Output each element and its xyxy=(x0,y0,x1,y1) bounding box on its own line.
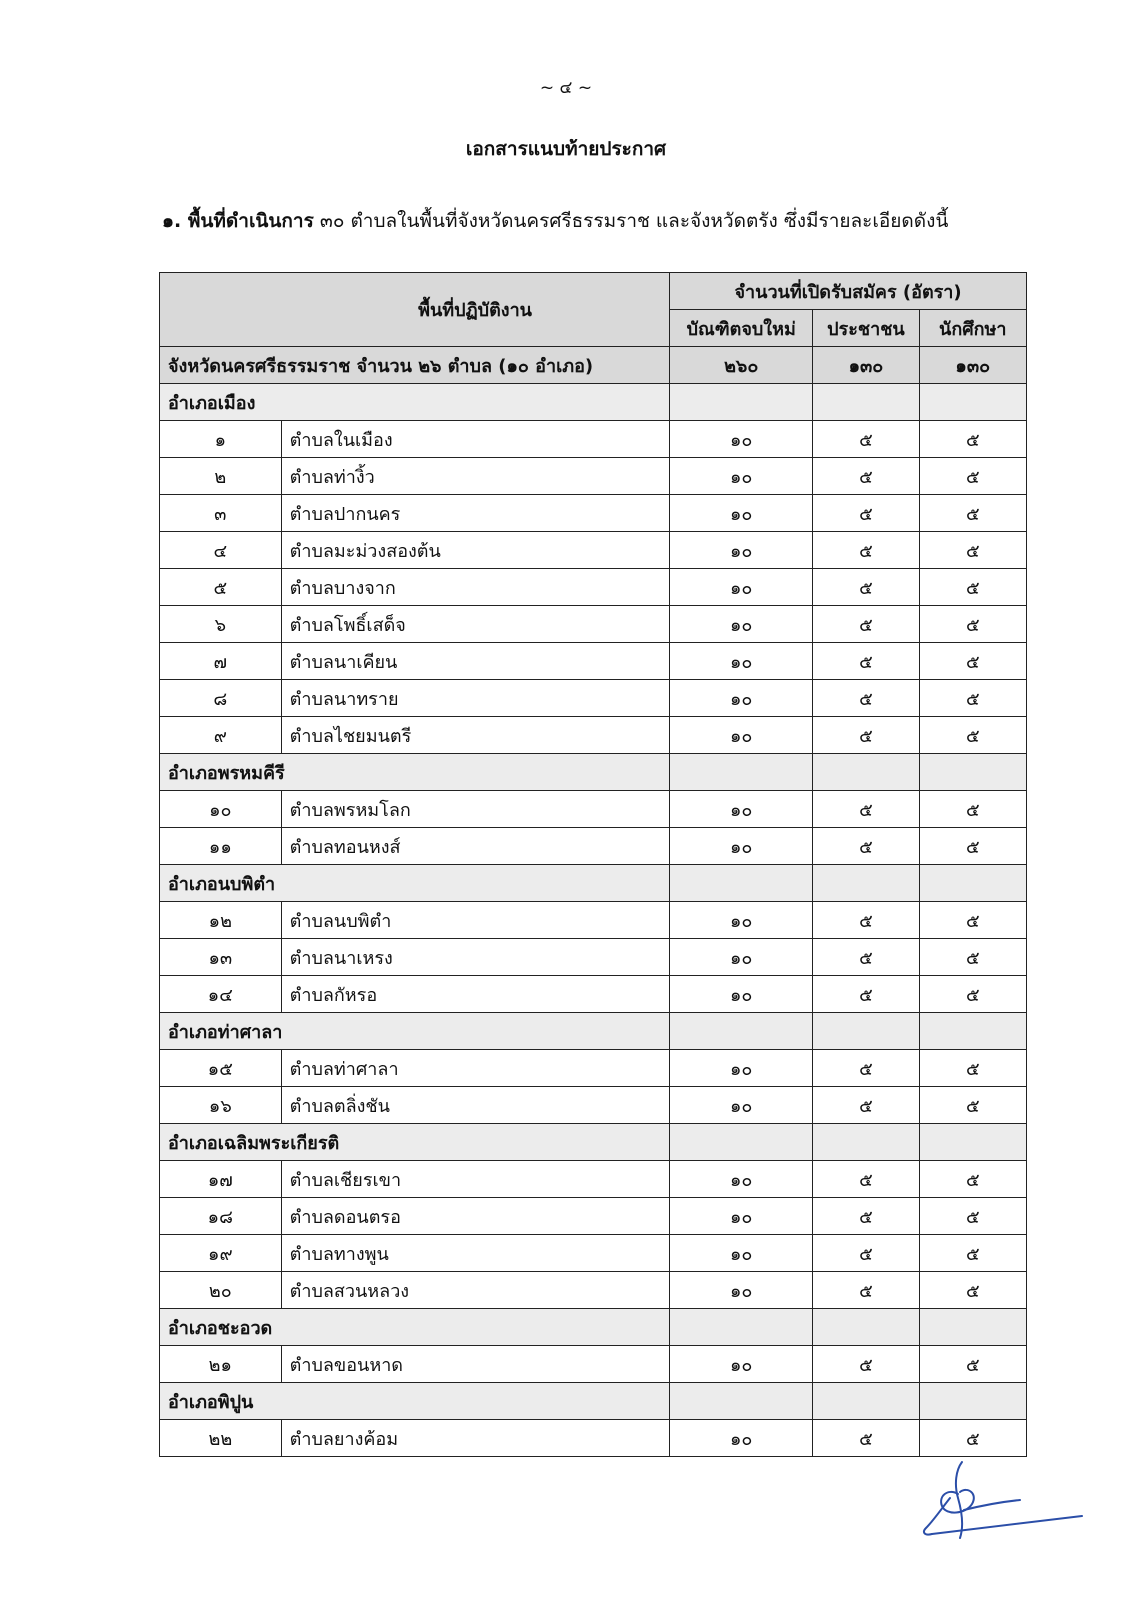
public-count: ๕ xyxy=(813,1346,919,1383)
area-table xyxy=(159,272,1027,1457)
graduates-count: ๑๐ xyxy=(670,1198,813,1235)
district-empty-cell xyxy=(813,384,919,421)
province-label: จังหวัดนครศรีธรรมราช จำนวน ๒๖ ตำบล (๑๐ อำเภอ) xyxy=(160,347,670,384)
public-count: ๕ xyxy=(813,1198,919,1235)
table-row xyxy=(160,569,1027,606)
students-count: ๕ xyxy=(919,606,1026,643)
district-name: อำเภอพรหมคีรี xyxy=(160,754,670,791)
graduates-count: ๑๐ xyxy=(670,791,813,828)
district-name: อำเภอพิปูน xyxy=(160,1383,670,1420)
row-number: ๖ xyxy=(160,606,282,643)
public-count: ๕ xyxy=(813,1050,919,1087)
table-row xyxy=(160,717,1027,754)
intro-paragraph xyxy=(162,206,1062,236)
table-row xyxy=(160,458,1027,495)
row-number: ๒๑ xyxy=(160,1346,282,1383)
students-count: ๕ xyxy=(919,458,1026,495)
district-empty-cell xyxy=(813,754,919,791)
table-row xyxy=(160,791,1027,828)
row-number: ๔ xyxy=(160,532,282,569)
province-row xyxy=(160,347,1027,384)
table-row xyxy=(160,828,1027,865)
graduates-count: ๑๐ xyxy=(670,458,813,495)
district-empty-cell xyxy=(919,1383,1026,1420)
graduates-count: ๑๐ xyxy=(670,902,813,939)
students-count: ๕ xyxy=(919,976,1026,1013)
subdistrict-name: ตำบลบางจาก xyxy=(281,569,669,606)
header-area-label: พื้นที่ปฏิบัติงาน xyxy=(418,300,532,321)
subdistrict-name: ตำบลสวนหลวง xyxy=(281,1272,669,1309)
subdistrict-name: ตำบลทอนหงส์ xyxy=(281,828,669,865)
row-number: ๕ xyxy=(160,569,282,606)
subdistrict-name: ตำบลมะม่วงสองต้น xyxy=(281,532,669,569)
subdistrict-name: ตำบลตลิ่งชัน xyxy=(281,1087,669,1124)
students-count: ๕ xyxy=(919,680,1026,717)
district-name: อำเภอชะอวด xyxy=(160,1309,670,1346)
district-empty-cell xyxy=(919,1124,1026,1161)
district-empty-cell xyxy=(813,1383,919,1420)
district-empty-cell xyxy=(919,865,1026,902)
district-row xyxy=(160,1309,1027,1346)
public-count: ๕ xyxy=(813,1420,919,1457)
table-row xyxy=(160,643,1027,680)
row-number: ๒๒ xyxy=(160,1420,282,1457)
graduates-count: ๑๐ xyxy=(670,1272,813,1309)
row-number: ๑๕ xyxy=(160,1050,282,1087)
subdistrict-name: ตำบลพรหมโลก xyxy=(281,791,669,828)
students-count: ๕ xyxy=(919,1198,1026,1235)
district-name: อำเภอท่าศาลา xyxy=(160,1013,670,1050)
students-count: ๕ xyxy=(919,1272,1026,1309)
row-number: ๑๑ xyxy=(160,828,282,865)
public-count: ๕ xyxy=(813,495,919,532)
subdistrict-name: ตำบลในเมือง xyxy=(281,421,669,458)
public-count: ๕ xyxy=(813,1272,919,1309)
subdistrict-name: ตำบลกัหรอ xyxy=(281,976,669,1013)
district-name: อำเภอเมือง xyxy=(160,384,670,421)
table-row xyxy=(160,1050,1027,1087)
row-number: ๑๓ xyxy=(160,939,282,976)
graduates-count: ๑๐ xyxy=(670,680,813,717)
district-row xyxy=(160,754,1027,791)
graduates-count: ๑๐ xyxy=(670,643,813,680)
students-count: ๕ xyxy=(919,569,1026,606)
intro-text: ๓๐ ตำบลในพื้นที่จังหวัดนครศรีธรรมราช และจังหวัดตรัง ซึ่งมีรายละเอียดดังนี้ xyxy=(313,210,949,232)
public-count: ๕ xyxy=(813,717,919,754)
header-area-cell xyxy=(160,273,670,347)
graduates-count: ๑๐ xyxy=(670,532,813,569)
public-count: ๕ xyxy=(813,902,919,939)
graduates-count: ๑๐ xyxy=(670,569,813,606)
district-empty-cell xyxy=(813,1013,919,1050)
graduates-count: ๑๐ xyxy=(670,1087,813,1124)
public-count: ๕ xyxy=(813,1161,919,1198)
district-empty-cell xyxy=(919,384,1026,421)
graduates-count: ๑๐ xyxy=(670,421,813,458)
subdistrict-name: ตำบลนาเคียน xyxy=(281,643,669,680)
graduates-count: ๑๐ xyxy=(670,939,813,976)
table-body xyxy=(160,347,1027,1457)
public-count: ๕ xyxy=(813,828,919,865)
public-count: ๕ xyxy=(813,976,919,1013)
graduates-count: ๑๐ xyxy=(670,1235,813,1272)
table-row xyxy=(160,1272,1027,1309)
students-count: ๕ xyxy=(919,1346,1026,1383)
district-row xyxy=(160,1124,1027,1161)
row-number: ๑ xyxy=(160,421,282,458)
public-count: ๕ xyxy=(813,1235,919,1272)
district-empty-cell xyxy=(919,1013,1026,1050)
subdistrict-name: ตำบลท่าศาลา xyxy=(281,1050,669,1087)
subdistrict-name: ตำบลนาทราย xyxy=(281,680,669,717)
row-number: ๒ xyxy=(160,458,282,495)
table-row xyxy=(160,606,1027,643)
table-row xyxy=(160,976,1027,1013)
table-row xyxy=(160,902,1027,939)
signature-mark xyxy=(920,1458,1110,1548)
header-students: นักศึกษา xyxy=(919,310,1026,347)
students-count: ๕ xyxy=(919,1420,1026,1457)
table-row xyxy=(160,1087,1027,1124)
table-row xyxy=(160,1235,1027,1272)
public-count: ๕ xyxy=(813,606,919,643)
students-count: ๕ xyxy=(919,828,1026,865)
subdistrict-name: ตำบลขอนหาด xyxy=(281,1346,669,1383)
table-row xyxy=(160,1346,1027,1383)
graduates-count: ๑๐ xyxy=(670,1050,813,1087)
district-empty-cell xyxy=(919,1309,1026,1346)
district-row xyxy=(160,384,1027,421)
graduates-count: ๑๐ xyxy=(670,495,813,532)
district-row xyxy=(160,865,1027,902)
public-count: ๕ xyxy=(813,421,919,458)
row-number: ๑๒ xyxy=(160,902,282,939)
row-number: ๙ xyxy=(160,717,282,754)
table-row xyxy=(160,495,1027,532)
students-count: ๕ xyxy=(919,421,1026,458)
district-empty-cell xyxy=(670,1013,813,1050)
intro-heading: ๑. พื้นที่ดำเนินการ xyxy=(162,210,314,232)
district-name: อำเภอนบพิตำ xyxy=(160,865,670,902)
header-group-cell: จำนวนที่เปิดรับสมัคร (อัตรา) xyxy=(670,273,1027,310)
district-empty-cell xyxy=(813,1124,919,1161)
district-row xyxy=(160,1383,1027,1420)
students-count: ๕ xyxy=(919,939,1026,976)
header-graduates: บัณฑิตจบใหม่ xyxy=(670,310,813,347)
district-empty-cell xyxy=(813,865,919,902)
public-count: ๕ xyxy=(813,643,919,680)
page-number: ~ ๔ ~ xyxy=(539,78,593,98)
graduates-count: ๑๐ xyxy=(670,717,813,754)
students-count: ๕ xyxy=(919,1235,1026,1272)
students-count: ๕ xyxy=(919,902,1026,939)
graduates-count: ๑๐ xyxy=(670,828,813,865)
table-row xyxy=(160,421,1027,458)
public-count: ๕ xyxy=(813,791,919,828)
subdistrict-name: ตำบลไชยมนตรี xyxy=(281,717,669,754)
district-empty-cell xyxy=(813,1309,919,1346)
public-count: ๕ xyxy=(813,569,919,606)
public-count: ๕ xyxy=(813,939,919,976)
students-count: ๕ xyxy=(919,1087,1026,1124)
subdistrict-name: ตำบลดอนตรอ xyxy=(281,1198,669,1235)
district-name: อำเภอเฉลิมพระเกียรติ xyxy=(160,1124,670,1161)
students-count: ๕ xyxy=(919,791,1026,828)
table-row xyxy=(160,532,1027,569)
district-empty-cell xyxy=(919,754,1026,791)
graduates-count: ๑๐ xyxy=(670,976,813,1013)
province-graduates: ๒๖๐ xyxy=(670,347,813,384)
graduates-count: ๑๐ xyxy=(670,1161,813,1198)
subdistrict-name: ตำบลปากนคร xyxy=(281,495,669,532)
header-public: ประชาชน xyxy=(813,310,919,347)
graduates-count: ๑๐ xyxy=(670,606,813,643)
students-count: ๕ xyxy=(919,717,1026,754)
district-empty-cell xyxy=(670,1124,813,1161)
document-title: เอกสารแนบท้ายประกาศ xyxy=(465,138,667,160)
public-count: ๕ xyxy=(813,458,919,495)
students-count: ๕ xyxy=(919,1050,1026,1087)
subdistrict-name: ตำบลท่างิ้ว xyxy=(281,458,669,495)
district-empty-cell xyxy=(670,754,813,791)
students-count: ๕ xyxy=(919,532,1026,569)
district-row xyxy=(160,1013,1027,1050)
public-count: ๕ xyxy=(813,1087,919,1124)
district-empty-cell xyxy=(670,865,813,902)
subdistrict-name: ตำบลทางพูน xyxy=(281,1235,669,1272)
row-number: ๓ xyxy=(160,495,282,532)
subdistrict-name: ตำบลนาเหรง xyxy=(281,939,669,976)
students-count: ๕ xyxy=(919,643,1026,680)
district-empty-cell xyxy=(670,1383,813,1420)
row-number: ๑๗ xyxy=(160,1161,282,1198)
table-row xyxy=(160,1198,1027,1235)
table-row xyxy=(160,939,1027,976)
public-count: ๕ xyxy=(813,532,919,569)
row-number: ๑๙ xyxy=(160,1235,282,1272)
row-number: ๘ xyxy=(160,680,282,717)
subdistrict-name: ตำบลยางค้อม xyxy=(281,1420,669,1457)
graduates-count: ๑๐ xyxy=(670,1420,813,1457)
subdistrict-name: ตำบลโพธิ์เสด็จ xyxy=(281,606,669,643)
row-number: ๒๐ xyxy=(160,1272,282,1309)
table-row xyxy=(160,680,1027,717)
row-number: ๑๘ xyxy=(160,1198,282,1235)
table-row xyxy=(160,1161,1027,1198)
district-empty-cell xyxy=(670,1309,813,1346)
students-count: ๕ xyxy=(919,1161,1026,1198)
table-row xyxy=(160,1420,1027,1457)
province-students: ๑๓๐ xyxy=(919,347,1026,384)
subdistrict-name: ตำบลเชียรเขา xyxy=(281,1161,669,1198)
row-number: ๑๔ xyxy=(160,976,282,1013)
district-empty-cell xyxy=(670,384,813,421)
row-number: ๑๐ xyxy=(160,791,282,828)
students-count: ๕ xyxy=(919,495,1026,532)
graduates-count: ๑๐ xyxy=(670,1346,813,1383)
subdistrict-name: ตำบลนบพิตำ xyxy=(281,902,669,939)
row-number: ๑๖ xyxy=(160,1087,282,1124)
public-count: ๕ xyxy=(813,680,919,717)
province-public: ๑๓๐ xyxy=(813,347,919,384)
row-number: ๗ xyxy=(160,643,282,680)
table-header-row xyxy=(160,273,1027,310)
